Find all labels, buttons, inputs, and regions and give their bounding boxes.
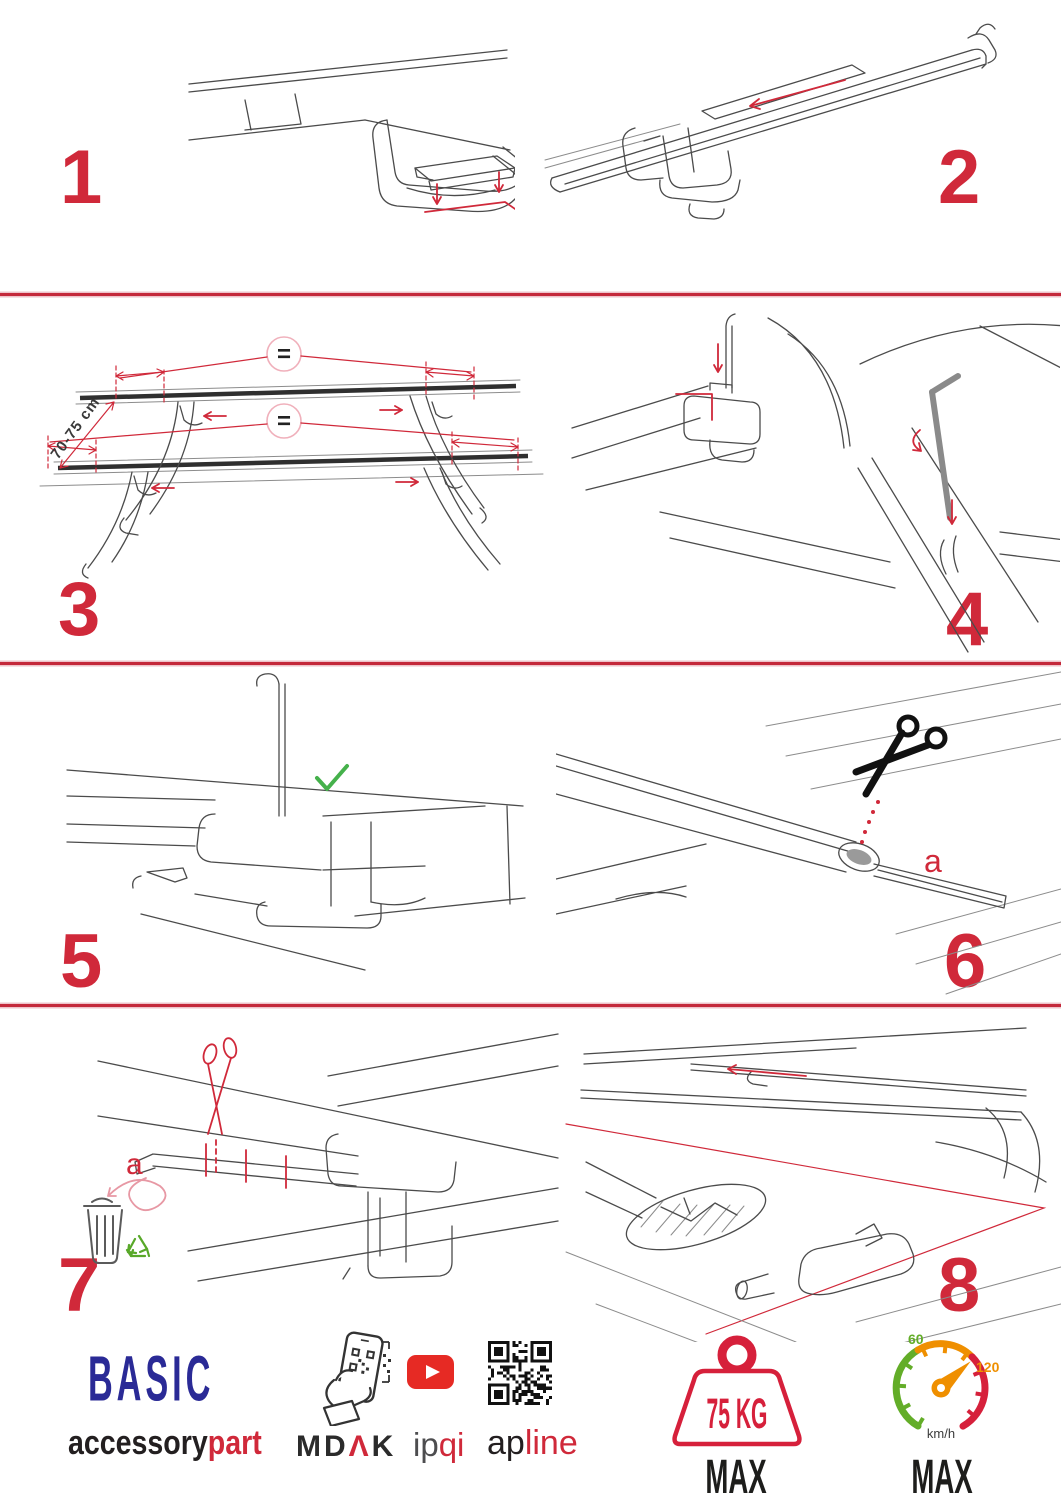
ipqi-ip: ip (413, 1426, 439, 1463)
insert-guide-arrows (425, 172, 515, 212)
step-2-number: 2 (938, 135, 981, 220)
step-2-illustration (540, 8, 1015, 223)
equals-badge (267, 337, 301, 371)
brand-accessory-text: accessory (68, 1424, 208, 1462)
scan-marks (382, 1342, 391, 1382)
slide-direction-arrow (750, 80, 845, 109)
step-8-illustration (556, 1012, 1061, 1342)
section-divider (0, 293, 1061, 296)
zoom-lines (566, 1124, 1044, 1334)
step-5-illustration (55, 666, 540, 996)
step-6-illustration (556, 664, 1061, 1009)
weight-icon (664, 1328, 810, 1450)
brand-part-text: part (207, 1424, 262, 1462)
apline-line: line (524, 1424, 578, 1462)
ipqi-qi: qi (438, 1426, 465, 1463)
max-load-value: 75 KG (706, 1391, 768, 1439)
step-7-number: 7 (58, 1243, 101, 1328)
equals-badge (267, 404, 301, 438)
recycle-icon (127, 1236, 149, 1256)
step-3-illustration (28, 310, 548, 580)
mdak-md: MD (296, 1430, 349, 1463)
mdak-lambda: Λ (348, 1430, 372, 1463)
equals-symbol: = (276, 408, 292, 435)
step-3-number: 3 (58, 567, 101, 652)
max-speed-label: MAX (911, 1449, 973, 1500)
step-4-number: 4 (946, 577, 989, 662)
step-1-illustration (175, 20, 515, 255)
hex-key-icon (932, 376, 958, 518)
step-7-illustration (38, 1016, 563, 1326)
qr-code (488, 1341, 552, 1405)
bar-distance-label: 70-75 cm (47, 393, 104, 463)
step-4-illustration (560, 300, 1060, 660)
check-icon (317, 766, 347, 789)
part-a-label: a (126, 1148, 143, 1181)
step-8-number: 8 (938, 1243, 981, 1328)
brand-apline-logo (487, 1424, 578, 1463)
brand-ipqi-logo (413, 1426, 464, 1464)
brand-basic-logo: BASIC (88, 1344, 215, 1416)
brand-accessorypart-logo (68, 1424, 262, 1463)
scissors-icon (856, 717, 945, 794)
speed-high-label: 120 (976, 1359, 1000, 1375)
brand-mdak-logo (296, 1430, 396, 1464)
speed-low-label: 60 (908, 1331, 924, 1347)
mdak-k: K (371, 1430, 397, 1463)
speed-unit-label: km/h (926, 1426, 956, 1441)
pin-insert-arrow (714, 344, 722, 372)
step-6-number: 6 (944, 919, 987, 1004)
youtube-play-icon (407, 1355, 454, 1389)
equals-symbol: = (276, 341, 292, 368)
trash-bin-icon (84, 1199, 122, 1264)
cut-guide-dots (860, 800, 880, 844)
step-5-number: 5 (60, 919, 103, 1004)
max-load-label: MAX (705, 1449, 767, 1500)
phone-qr-scan-icon (312, 1330, 396, 1426)
speedometer-icon (880, 1330, 1002, 1448)
part-a-label: a (924, 843, 942, 879)
apline-ap: ap (487, 1424, 525, 1462)
hatch-lines (641, 1201, 744, 1236)
step-1-number: 1 (60, 135, 103, 220)
